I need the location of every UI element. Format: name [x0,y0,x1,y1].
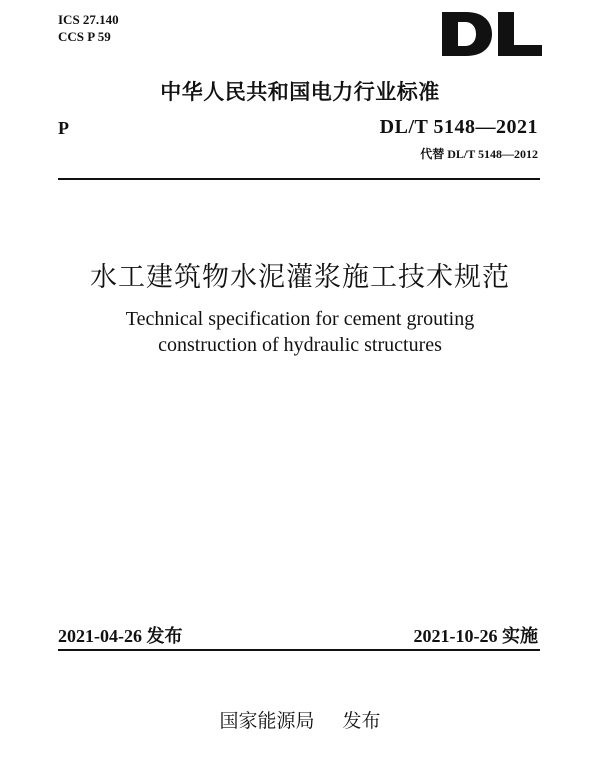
title-chinese: 水工建筑物水泥灌浆施工技术规范 [90,262,510,293]
standard-type: 中华人民共和国电力行业标准 [160,80,440,104]
ccs-code: CCS P 59 [58,29,111,44]
ics-code: ICS 27.140 [58,12,119,27]
bottom-divider [58,649,540,651]
implement-label: 实施 [502,626,538,647]
classification-code: P [58,118,69,138]
replaces-standard [420,145,538,162]
replaces-text: 代替 DL/T 5148—2012 [420,147,538,161]
issuer: 国家能源局 发布 [219,710,381,732]
implement-date-block [414,622,539,648]
standard-number: DL/T 5148—2021 [379,116,538,138]
title-english-line-2: construction of hydraulic structures [158,334,442,356]
issue-label: 发布 [146,626,183,647]
issue-date: 2021-04-26 [58,626,142,646]
title-english-line-1: Technical specification for cement grouting [125,308,475,330]
issue-date-block [58,622,183,648]
top-divider [58,178,540,180]
implement-date: 2021-10-26 [413,626,498,646]
dl-logo [440,10,544,58]
